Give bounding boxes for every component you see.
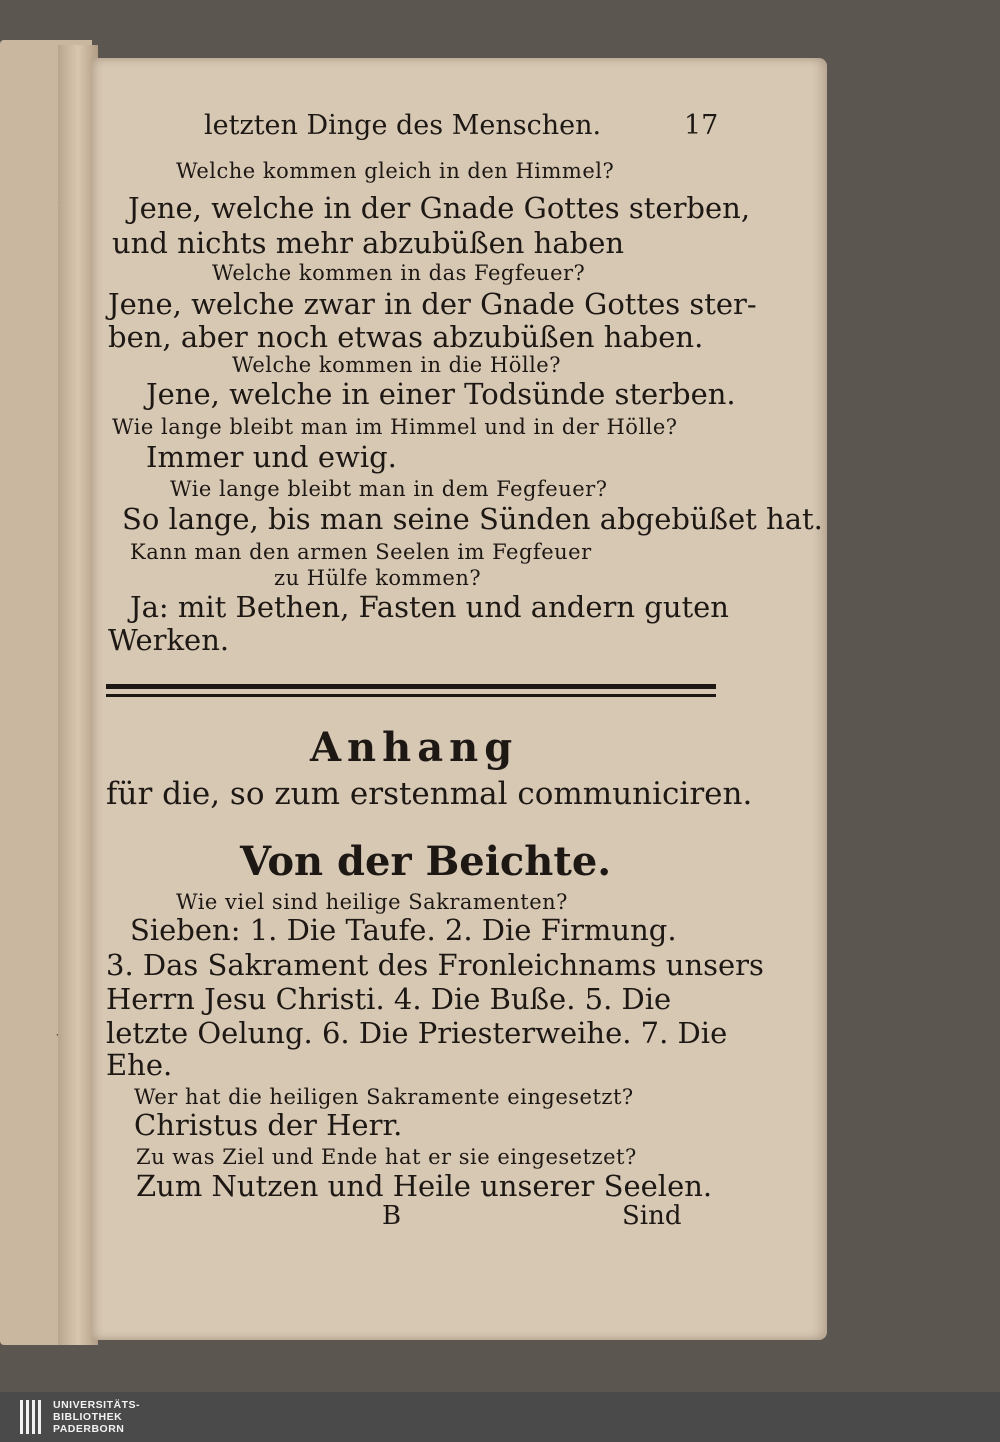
answer-line: Immer und ewig. (146, 440, 397, 474)
question-line: Wie lange bleibt man in dem Fegfeuer? (170, 477, 608, 501)
double-rule-top (106, 684, 716, 689)
answer-line: und nichts mehr abzubüßen haben (112, 226, 625, 260)
answer-line: Ehe. (106, 1048, 173, 1082)
answer-line: letzte Oelung. 6. Die Priesterweihe. 7. Die (106, 1016, 728, 1050)
double-rule-bottom (106, 694, 716, 697)
answer-line: So lange, bis man seine Sünden abgebüßet hat. (122, 502, 823, 536)
answer-line: Ja: mit Bethen, Fasten und andern guten (130, 590, 729, 624)
answer-line: ben, aber noch etwas abzubüßen haben. (108, 320, 704, 354)
answer-line: Jene, welche in der Gnade Gottes sterben, (128, 191, 751, 225)
institution-line-1: UNIVERSITÄTS- (53, 1399, 141, 1411)
answer-line: Jene, welche in einer Todsünde sterben. (146, 377, 736, 411)
answer-line: Herrn Jesu Christi. 4. Die Buße. 5. Die (106, 982, 672, 1016)
question-line: Wer hat die heiligen Sakramente eingesetzt? (134, 1085, 634, 1109)
section-title: Von der Beichte. (240, 838, 612, 885)
answer-line: Werken. (108, 623, 230, 657)
institution-line-3: PADERBORN (53, 1423, 125, 1435)
signature-mark: B (382, 1201, 402, 1231)
question-line: Welche kommen gleich in den Himmel? (176, 159, 615, 183)
question-line: Wie viel sind heilige Sakramenten? (176, 890, 568, 914)
question-line: Zu was Ziel und Ende hat er sie eingesetzet? (136, 1145, 637, 1169)
running-head: letzten Dinge des Menschen. (204, 110, 602, 141)
page-number: 17 (684, 110, 719, 141)
appendix-title: Anhang (310, 724, 519, 771)
university-logo-icon (20, 1400, 42, 1434)
answer-line: Jene, welche zwar in der Gnade Gottes ster- (108, 287, 757, 321)
institution-line-2: BIBLIOTHEK (53, 1411, 123, 1423)
question-line: Wie lange bleibt man im Himmel und in der Hölle? (112, 415, 678, 439)
answer-line: Sieben: 1. Die Taufe. 2. Die Firmung. (130, 913, 677, 947)
question-line: Welche kommen in die Hölle? (232, 353, 561, 377)
question-line: Kann man den armen Seelen im Fegfeuer (130, 540, 592, 564)
footer-bar (0, 1392, 1000, 1442)
catchword: Sind (622, 1201, 682, 1231)
answer-line: 3. Das Sakrament des Fronleichnams unsers (106, 948, 764, 982)
question-line: zu Hülfe kommen? (274, 566, 482, 590)
answer-line: Christus der Herr. (134, 1108, 403, 1142)
answer-line: Zum Nutzen und Heile unserer Seelen. (136, 1169, 713, 1203)
question-line: Welche kommen in das Fegfeuer? (212, 261, 586, 285)
right-page (92, 58, 827, 1340)
appendix-subtitle: für die, so zum erstenmal communiciren. (106, 776, 753, 812)
